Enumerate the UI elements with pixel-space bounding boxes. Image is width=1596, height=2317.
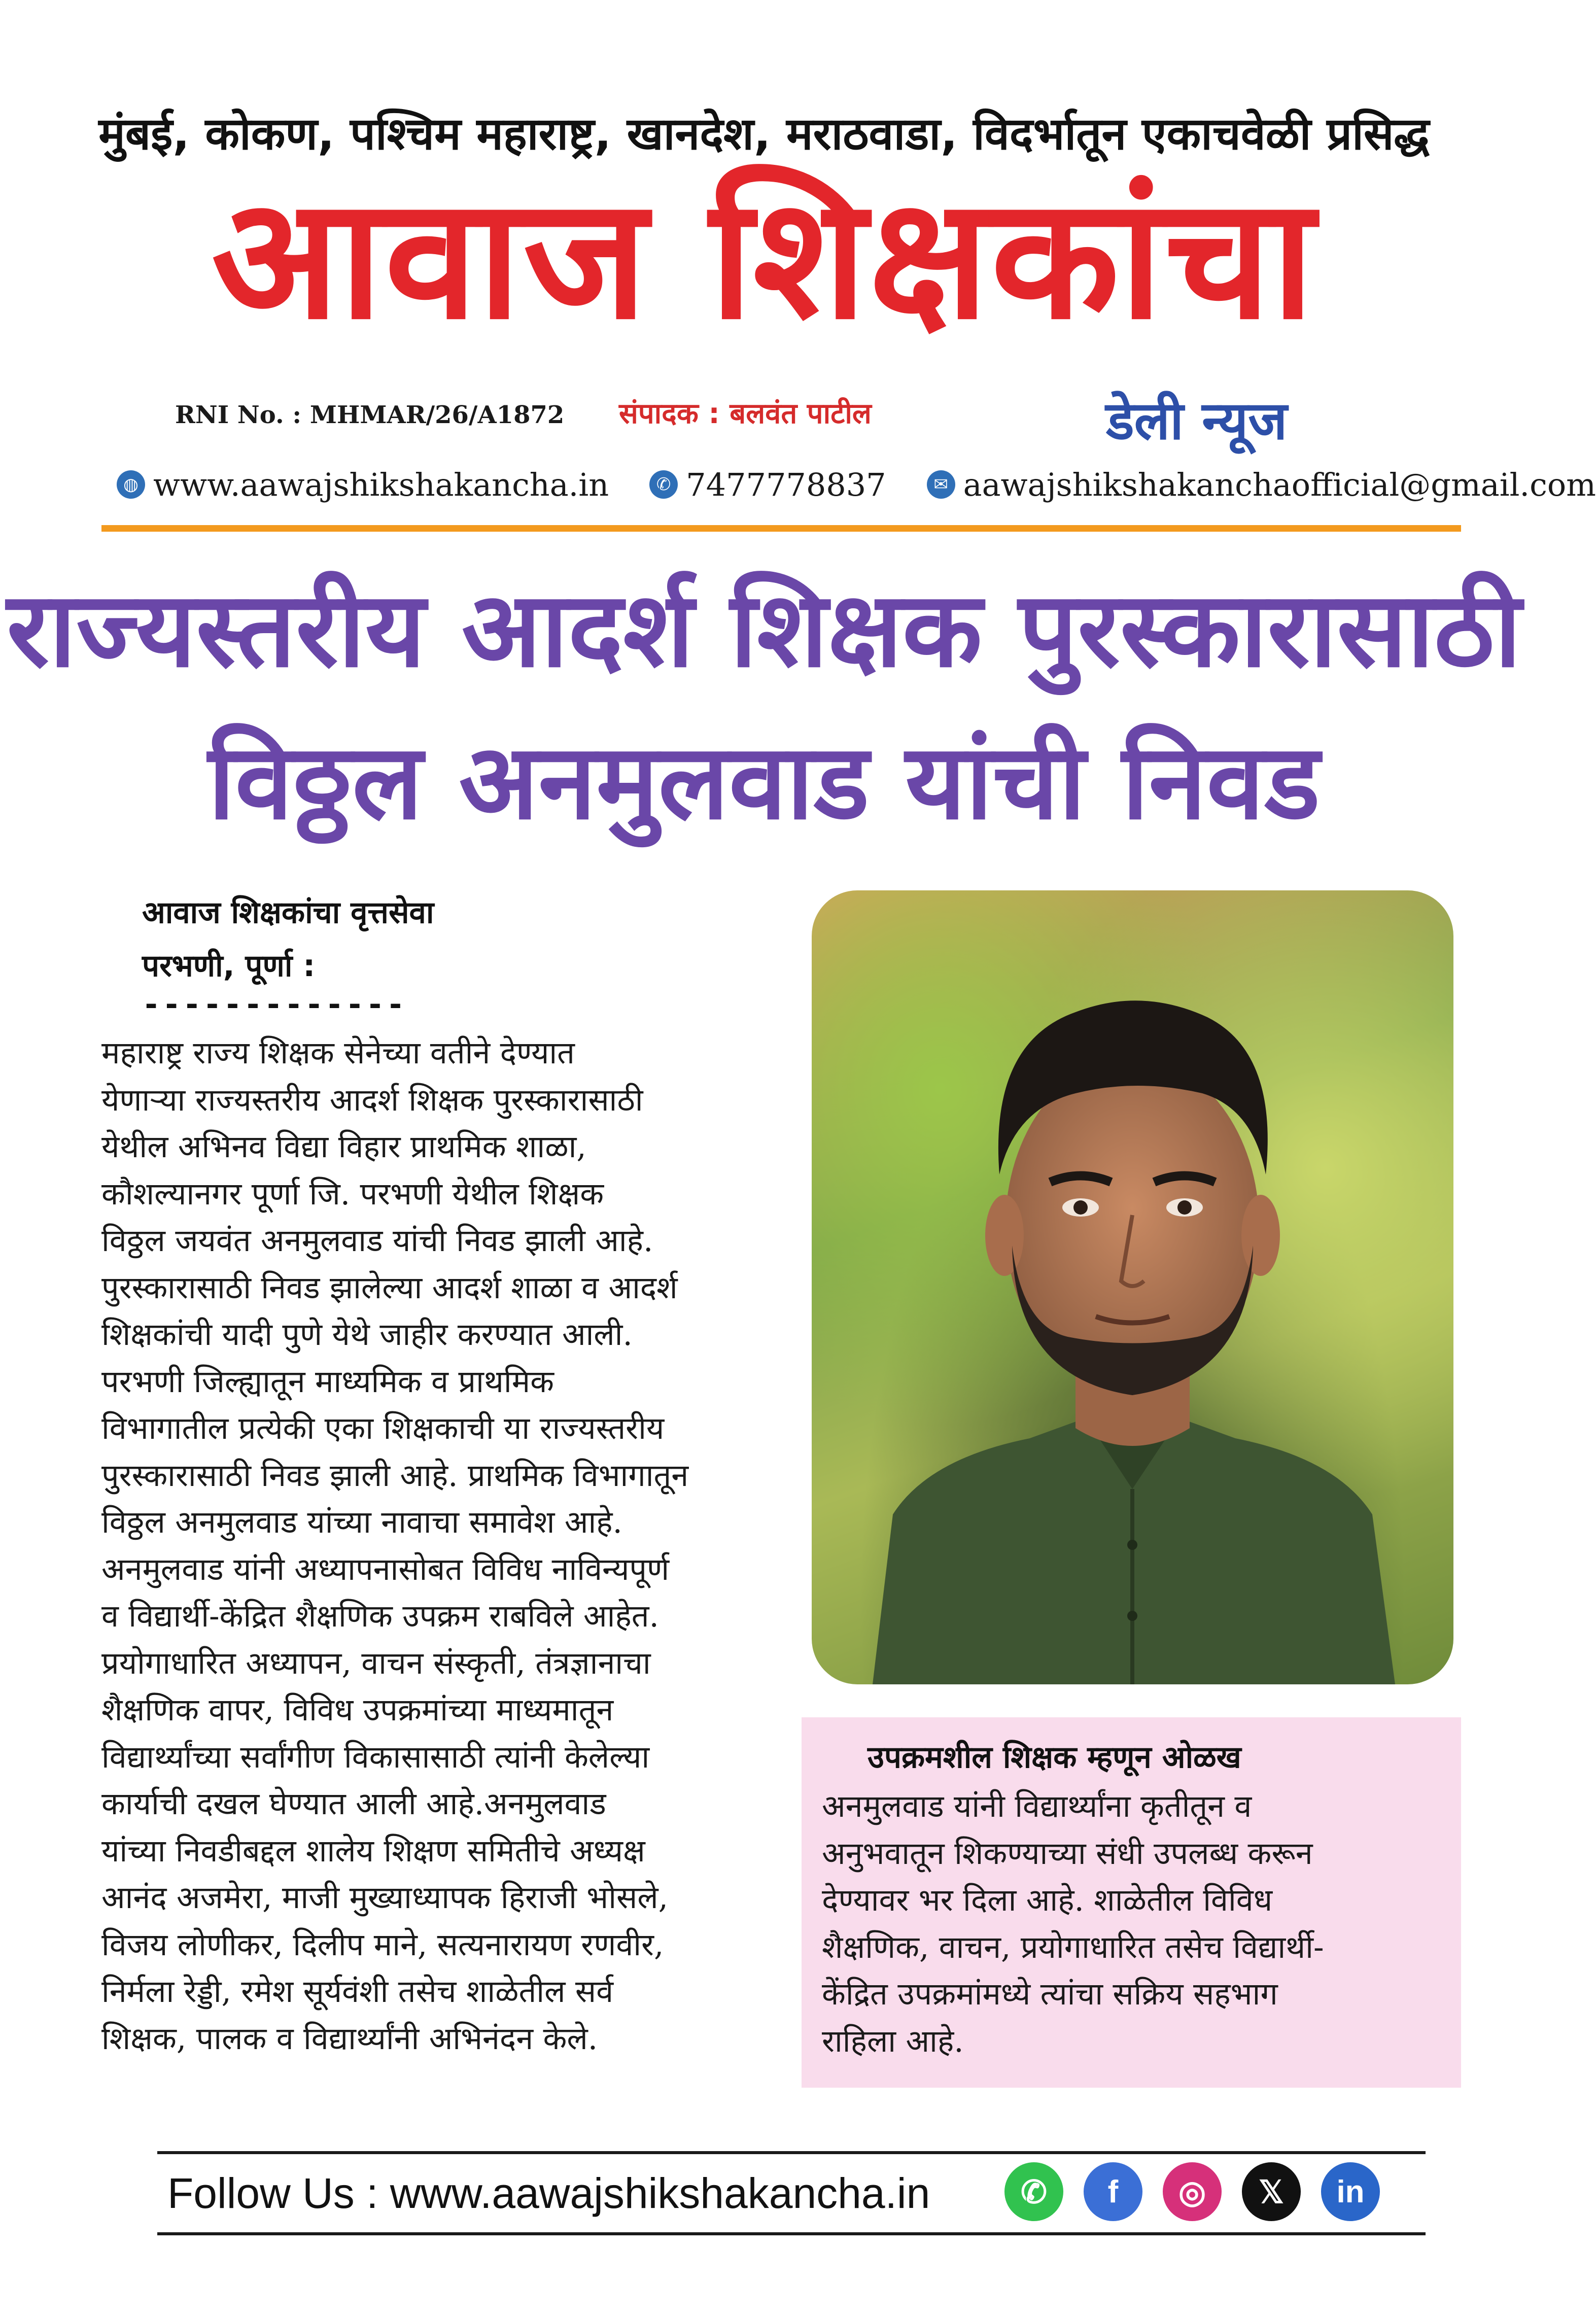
text-line: पुरस्कारासाठी निवड झालेल्या आदर्श शाळा व आदर्श <box>101 1269 678 1306</box>
article-body <box>101 1030 756 2062</box>
footer-bottom-rule <box>157 2232 1426 2235</box>
footer-top-rule <box>157 2151 1426 2154</box>
text-line: यांच्या निवडीबद्दल शालेय शिक्षण समितीचे अध्यक्ष <box>101 1832 645 1869</box>
phone-text[interactable]: 7477778837 <box>686 466 886 503</box>
dateline-location: परभणी, पूर्णा : <box>142 948 316 984</box>
contact-bar <box>117 464 1596 505</box>
email-contact[interactable] <box>927 466 1596 503</box>
news-source: आवाज शिक्षकांचा वृत्तसेवा <box>142 895 434 930</box>
social-icons <box>1004 2162 1400 2221</box>
rni-number: RNI No. : MHMAR/26/A1872 <box>175 401 565 429</box>
teacher-photo <box>812 890 1453 1684</box>
x-icon[interactable]: 𝕏 <box>1242 2162 1301 2221</box>
text-line: देण्यावर भर दिला आहे. शाळेतील विविध <box>822 1882 1273 1918</box>
text-line: विद्यार्थ्यांच्या सर्वांगीण विकासासाठी त्यांनी केलेल्या <box>101 1739 650 1775</box>
text-line: शिक्षक, पालक व विद्यार्थ्यांनी अभिनंदन केले. <box>101 2020 598 2057</box>
tagline: मुंबई, कोकण, पश्चिम महाराष्ट्र, खानदेश, मराठवाडा, विदर्भातून एकाचवेळी प्रसिद्ध <box>98 108 1430 160</box>
header-divider <box>101 525 1461 532</box>
whatsapp-icon[interactable]: ✆ <box>1004 2162 1063 2221</box>
dateline-separator: ------------- <box>142 987 407 1022</box>
daily-news-label: डेली न्यूज <box>1106 390 1288 452</box>
text-line: विठ्ठल अनमुलवाड यांच्या नावाचा समावेश आहे. <box>101 1504 622 1540</box>
text-line: व विद्यार्थी-केंद्रित शैक्षणिक उपक्रम राबविले आहेत. <box>101 1598 659 1634</box>
text-line: शिक्षकांची यादी पुणे येथे जाहीर करण्यात आली. <box>101 1317 633 1353</box>
text-line: प्रयोगाधारित अध्यापन, वाचन संस्कृती, तंत्रज्ञानाचा <box>101 1645 651 1681</box>
highlight-box-text <box>822 1783 1441 2065</box>
text-line: शैक्षणिक, वाचन, प्रयोगाधारित तसेच विद्यार्थी- <box>822 1929 1324 1965</box>
text-line: विभागातील प्रत्येकी एका शिक्षकाची या राज्यस्तरीय <box>101 1410 665 1446</box>
portrait-illustration <box>812 890 1453 1684</box>
phone-icon: ✆ <box>649 470 678 499</box>
text-line: येथील अभिनव विद्या विहार प्राथमिक शाळा, <box>101 1129 586 1165</box>
text-line: कार्याची दखल घेण्यात आली आहे.अनमुलवाड <box>101 1786 606 1822</box>
email-text[interactable]: aawajshikshakanchaofficial@gmail.com <box>963 466 1596 503</box>
text-line: विठ्ठल जयवंत अनमुलवाड यांची निवड झाली आहे. <box>101 1223 653 1259</box>
mail-icon: ✉ <box>927 470 955 499</box>
text-line: महाराष्ट्र राज्य शिक्षक सेनेच्या वतीने देण्यात <box>101 1035 575 1071</box>
highlight-box-title: उपक्रमशील शिक्षक म्हणून ओळख <box>868 1740 1241 1775</box>
website-text[interactable]: www.aawajshikshakancha.in <box>153 466 609 503</box>
text-line: विजय लोणीकर, दिलीप माने, सत्यनारायण रणवीर, <box>101 1926 664 1963</box>
text-line: पुरस्कारासाठी निवड झाली आहे. प्राथमिक विभागातून <box>101 1457 689 1494</box>
text-line: अनुभवातून शिकण्याच्या संधी उपलब्ध करून <box>822 1835 1313 1872</box>
follow-us-link[interactable]: Follow Us : www.aawajshikshakancha.in <box>167 2169 930 2217</box>
text-line: येणाऱ्या राज्यस्तरीय आदर्श शिक्षक पुरस्कारासाठी <box>101 1082 643 1118</box>
text-line: अनमुलवाड यांनी अध्यापनासोबत विविध नाविन्यपूर्ण <box>101 1551 670 1587</box>
text-line: आनंद अजमेरा, माजी मुख्याध्यापक हिराजी भोसले, <box>101 1880 668 1916</box>
linkedin-icon[interactable]: in <box>1321 2162 1380 2221</box>
text-line: निर्मला रेड्डी, रमेश सूर्यवंशी तसेच शाळेतील सर्व <box>101 1974 614 2010</box>
editor-name: संपादक : बलवंत पाटील <box>619 397 872 430</box>
text-line: शैक्षणिक वापर, विविध उपक्रमांच्या माध्यमातून <box>101 1692 614 1728</box>
phone-contact[interactable] <box>649 466 886 503</box>
website-contact[interactable] <box>117 466 609 503</box>
text-line: अनमुलवाड यांनी विद्यार्थ्यांना कृतीतून व <box>822 1788 1252 1824</box>
text-line: कौशल्यानगर पूर्णा जि. परभणी येथील शिक्षक <box>101 1175 604 1212</box>
instagram-icon[interactable]: ◎ <box>1163 2162 1222 2221</box>
globe-icon: ◍ <box>117 470 145 499</box>
masthead-logo: आवाज शिक्षकांचा <box>211 161 1317 356</box>
text-line: केंद्रित उपक्रमांमध्ये त्यांचा सक्रिय सहभाग <box>822 1976 1278 2012</box>
headline-line-1: राज्यस्तरीय आदर्श शिक्षक पुरस्कारासाठी <box>7 570 1521 690</box>
headline-line-2: विठ्ठल अनमुलवाड यांची निवड <box>208 722 1320 843</box>
text-line: परभणी जिल्ह्यातून माध्यमिक व प्राथमिक <box>101 1363 554 1400</box>
facebook-icon[interactable]: f <box>1084 2162 1142 2221</box>
text-line: राहिला आहे. <box>822 2023 964 2059</box>
